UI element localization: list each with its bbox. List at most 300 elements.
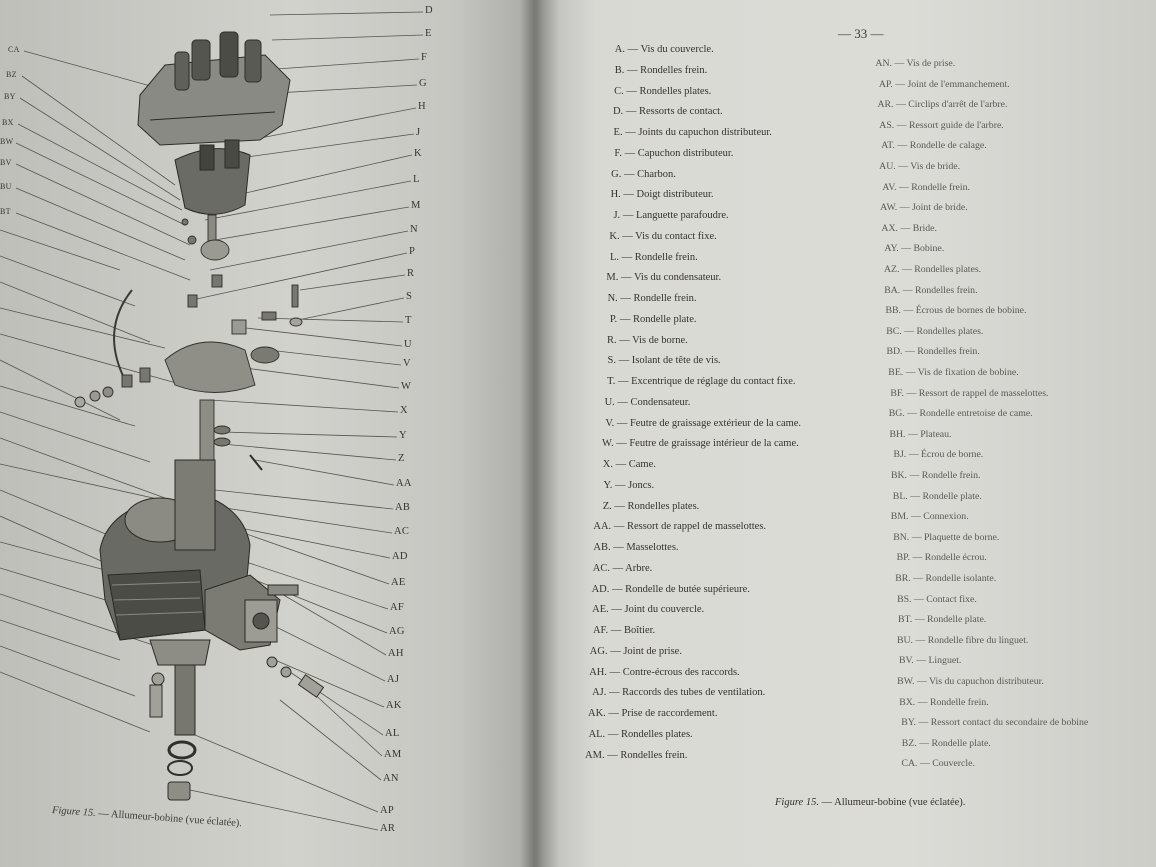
- diagram-label-aa: AA: [396, 478, 412, 489]
- legend-item: [858, 264, 982, 275]
- legend-text: Rondelle frein.: [634, 251, 698, 263]
- leader-line: [0, 646, 135, 696]
- legend-code: P.: [609, 313, 618, 325]
- legend-item: [861, 367, 1018, 378]
- diagram-label-by: BY: [4, 92, 16, 101]
- leader-line: [16, 213, 190, 280]
- leader-line: [0, 230, 120, 270]
- legend-item: [566, 687, 765, 698]
- diagram-label-v: V: [403, 358, 411, 369]
- legend-text: Ressorts de contact.: [638, 106, 723, 118]
- legend-text: Rondelles plates.: [916, 325, 984, 337]
- legend-item: [584, 86, 712, 97]
- diagram-label-l: L: [413, 174, 420, 185]
- legend-text: Ressort de rappel de masselottes.: [626, 521, 767, 533]
- leader-line: [280, 700, 381, 780]
- legend-item: [578, 293, 697, 304]
- leader-line: [195, 735, 378, 812]
- legend-dash: —: [895, 161, 911, 172]
- legend-item: [579, 252, 698, 263]
- legend-dash: —: [913, 634, 928, 646]
- legend-dash: —: [617, 313, 633, 325]
- legend-text: Rondelles plates.: [627, 500, 700, 512]
- legend-dash: —: [910, 552, 925, 564]
- legend-code: BF.: [890, 387, 904, 399]
- legend-dash: —: [894, 119, 909, 131]
- legend-item: [581, 189, 714, 200]
- legend-code: AM.: [585, 749, 605, 761]
- legend-text: Ressort guide de l'arbre.: [908, 119, 1004, 131]
- legend-dash: —: [908, 511, 924, 523]
- diagram-label-aj: AJ: [387, 674, 400, 685]
- legend-dash: —: [892, 58, 907, 69]
- legend-dash: —: [901, 305, 916, 317]
- leader-line: [222, 444, 396, 460]
- leader-line: [258, 318, 403, 322]
- legend-text: Plateau.: [920, 428, 952, 440]
- legend-text: Condensateur.: [630, 396, 691, 408]
- diagram-label-af: AF: [390, 602, 405, 613]
- legend-text: Joncs.: [628, 479, 655, 491]
- legend-code: R.: [606, 334, 617, 346]
- legend-text: Vis de prise.: [906, 58, 956, 69]
- legend-item: [874, 717, 1088, 728]
- legend-code: AC.: [592, 562, 610, 574]
- diagram-label-y: Y: [399, 430, 407, 441]
- legend-dash: —: [915, 696, 930, 708]
- leader-line: [310, 690, 382, 756]
- legend-dash: —: [911, 593, 927, 605]
- legend-item: [873, 676, 1044, 687]
- leader-line: [270, 12, 423, 15]
- legend-dash: —: [904, 387, 919, 399]
- legend-item: [869, 573, 996, 584]
- legend-code: BE.: [888, 367, 904, 378]
- legend-code: BJ.: [893, 449, 907, 461]
- legend-dash: —: [912, 614, 927, 626]
- legend-dash: —: [902, 346, 918, 358]
- legend-dash: —: [901, 325, 917, 337]
- distributor-cover-drawing: [138, 32, 290, 145]
- legend-text: Rondelle isolante.: [925, 573, 997, 584]
- legend-text: Rondelle frein.: [633, 293, 697, 304]
- diagram-label-z: Z: [398, 453, 405, 464]
- diagram-label-d: D: [425, 5, 433, 16]
- legend-item: [858, 285, 977, 296]
- legend-code: X.: [602, 459, 613, 470]
- legend-text: Isolant de tête de vis.: [631, 355, 721, 367]
- legend-item: [866, 491, 982, 502]
- legend-code: W.: [602, 438, 614, 450]
- leader-line: [215, 207, 409, 240]
- legend-item: [875, 738, 991, 749]
- legend-code: AJ.: [592, 687, 607, 699]
- legend-code: F.: [614, 147, 622, 159]
- legend-item: [577, 314, 696, 325]
- legend-item: [855, 202, 967, 213]
- legend-code: AP.: [878, 78, 893, 90]
- legend-item: [572, 501, 700, 512]
- legend-text: Circlips d'arrêt de l'arbre.: [908, 99, 1008, 111]
- legend-code: BC.: [886, 325, 902, 337]
- legend-dash: —: [606, 687, 623, 699]
- legend-text: Écrou de borne.: [920, 449, 984, 461]
- legend-text: Vis du condensateur.: [633, 272, 722, 284]
- legend-text: Vis de bride.: [910, 161, 961, 172]
- leader-line: [192, 253, 407, 300]
- legend-code: AF.: [592, 625, 609, 636]
- diagram-label-an: AN: [383, 773, 399, 784]
- legend-dash: —: [898, 222, 913, 234]
- legend-item: [865, 470, 980, 481]
- legend-item: [857, 243, 944, 254]
- leader-line: [0, 412, 150, 462]
- legend-text: Arbre.: [625, 562, 653, 574]
- legend-code: T.: [607, 376, 616, 387]
- legend-dash: —: [615, 376, 632, 387]
- legend-item: [575, 376, 795, 387]
- legend-item: [576, 355, 721, 366]
- legend-item: [578, 272, 721, 283]
- legend-code: AT.: [881, 140, 895, 152]
- legend-item: [870, 614, 986, 625]
- legend-code: AU.: [879, 161, 896, 172]
- legend-dash: —: [897, 202, 912, 214]
- leader-line: [16, 188, 185, 260]
- diagram-label-e: E: [425, 28, 432, 39]
- legend-item: [580, 231, 717, 242]
- legend-dash: —: [605, 728, 621, 740]
- legend-text: Vis de fixation de bobine.: [917, 367, 1019, 378]
- legend-code: AZ.: [883, 264, 900, 275]
- legend-item: [850, 58, 955, 69]
- diagram-label-al: AL: [385, 728, 400, 739]
- diagram-label-s: S: [406, 291, 413, 302]
- diagram-label-ad: AD: [392, 551, 408, 562]
- legend-text: Joint de prise.: [623, 645, 682, 657]
- legend-code: BR.: [895, 573, 911, 584]
- legend-item: [566, 708, 718, 719]
- legend-text: Vis du contact fixe.: [635, 230, 717, 242]
- legend-text: Rondelle de butée supérieure.: [625, 583, 750, 595]
- legend-dash: —: [899, 264, 915, 275]
- legend-dash: —: [608, 625, 624, 636]
- legend-dash: —: [898, 243, 914, 255]
- legend-item: [861, 346, 980, 357]
- legend-dash: —: [614, 396, 631, 408]
- diagram-label-ag: AG: [389, 626, 405, 637]
- leader-line: [222, 432, 397, 437]
- leader-line: [268, 350, 401, 365]
- leader-line: [275, 590, 386, 655]
- legend-text: Bride.: [912, 222, 937, 234]
- legend-dash: —: [914, 676, 930, 687]
- legend-item: [864, 449, 983, 460]
- legend-dash: —: [893, 99, 909, 111]
- diagram-label-j: J: [416, 127, 421, 138]
- legend-text: Vis du couvercle.: [640, 44, 714, 55]
- diagram-label-bv: BV: [0, 158, 12, 167]
- leader-line: [275, 660, 384, 707]
- legend-text: Joint de l'emmanchement.: [907, 78, 1010, 90]
- diagram-label-am: AM: [384, 749, 402, 760]
- leader-line: [0, 334, 180, 384]
- legend-code: BW.: [897, 676, 915, 687]
- legend-dash: —: [913, 655, 929, 667]
- legend-code: M.: [606, 272, 619, 284]
- legend-dash: —: [907, 470, 922, 481]
- legend-dash: —: [623, 85, 640, 97]
- legend-text: Rondelles plates.: [914, 264, 982, 275]
- legend-item: [571, 542, 679, 553]
- legend-text: Ressort contact du secondaire de bobine: [930, 717, 1089, 729]
- leader-line: [0, 308, 165, 348]
- legend-text: Rondelle plate.: [926, 614, 987, 626]
- legend-item: [568, 625, 655, 636]
- figure-caption-right: Figure 15. — Allumeur-bobine (vue éclatée).: [775, 797, 966, 808]
- legend-dash: —: [620, 189, 637, 201]
- legend-item: [572, 480, 654, 491]
- legend-text: Doigt distributeur.: [636, 189, 714, 201]
- leader-line: [235, 530, 389, 584]
- legend-text: Joints du capuchon distributeur.: [638, 127, 772, 138]
- diagram-label-n: N: [410, 224, 418, 235]
- legend-code: AV.: [882, 181, 897, 193]
- page-number: — 33 —: [838, 26, 884, 41]
- legend-dash: —: [621, 168, 638, 180]
- legend-item: [864, 429, 952, 440]
- leader-line: [210, 231, 408, 270]
- diagram-label-p: P: [409, 246, 416, 257]
- legend-dash: —: [619, 251, 635, 263]
- legend-dash: —: [617, 293, 634, 304]
- legend-dash: —: [892, 78, 908, 90]
- legend-dash: —: [905, 428, 921, 440]
- legend-item: [851, 79, 1010, 90]
- legend-dash: —: [611, 500, 628, 512]
- diagram-label-g: G: [419, 78, 427, 89]
- legend-item: [582, 148, 733, 159]
- leader-line: [0, 438, 165, 498]
- legend-item: [568, 646, 682, 657]
- legend-text: Rondelles plates.: [620, 728, 693, 740]
- legend-item: [573, 459, 656, 470]
- leader-line: [0, 386, 135, 426]
- diagram-label-bw: BW: [0, 137, 14, 146]
- legend-text: Rondelle de calage.: [909, 140, 987, 152]
- diagram-label-u: U: [404, 339, 412, 350]
- legend-code: V.: [605, 417, 615, 429]
- legend-text: Capuchon distributeur.: [637, 147, 734, 159]
- legend-dash: —: [904, 408, 920, 420]
- diagram-label-ah: AH: [388, 648, 404, 659]
- leader-line: [300, 275, 405, 290]
- leader-line: [262, 620, 385, 681]
- legend-code: AA.: [593, 521, 612, 533]
- legend-code: BK.: [890, 470, 907, 481]
- exploded-distributor-diagram: [0, 0, 535, 867]
- legend-item: [585, 44, 714, 55]
- legend-item: [868, 552, 987, 563]
- legend-code: AX.: [881, 222, 898, 234]
- leader-line: [262, 59, 419, 70]
- legend-item: [580, 210, 728, 221]
- legend-dash: —: [900, 284, 915, 296]
- diagram-label-t: T: [405, 315, 412, 326]
- diagram-label-ac: AC: [394, 526, 410, 537]
- legend-dash: —: [909, 531, 924, 543]
- legend-code: BH.: [889, 428, 906, 440]
- legend-item: [871, 635, 1028, 646]
- legend-dash: —: [609, 583, 626, 595]
- diagram-label-bt: BT: [0, 207, 11, 216]
- legend-dash: —: [616, 355, 632, 367]
- legend-item: [853, 140, 987, 151]
- small-parts-drawing: [75, 215, 302, 470]
- legend-text: Rondelles frein.: [917, 346, 980, 358]
- leader-line: [298, 298, 404, 320]
- legend-code: B.: [614, 64, 625, 76]
- legend-code: AH.: [589, 666, 607, 678]
- legend-item: [581, 169, 676, 180]
- legend-text: Rondelle frein.: [911, 181, 970, 193]
- legend-item: [569, 604, 704, 615]
- legend-dash: —: [916, 737, 932, 749]
- diagram-label-r: R: [407, 268, 415, 279]
- legend-text: Rondelle frein.: [921, 470, 981, 481]
- legend-text: Rondelles frein.: [640, 64, 708, 76]
- legend-code: Y.: [603, 479, 613, 491]
- legend-code: AN.: [875, 58, 892, 69]
- legend-code: Z.: [602, 500, 612, 512]
- legend-text: Linguet.: [928, 655, 962, 667]
- leader-line: [24, 51, 165, 90]
- legend-text: Joint du couvercle.: [624, 604, 705, 616]
- leader-line: [215, 490, 393, 509]
- leader-line: [210, 400, 398, 412]
- legend-text: Came.: [628, 459, 656, 470]
- legend-item: [571, 521, 766, 532]
- legend-text: Rondelle plate.: [931, 737, 991, 749]
- diagram-label-ar: AR: [380, 823, 396, 834]
- diagram-label-ab: AB: [395, 502, 411, 513]
- diagram-label-m: M: [411, 200, 421, 211]
- diagram-label-ak: AK: [386, 700, 402, 711]
- legend-code: BU.: [896, 634, 913, 646]
- diagram-label-bu: BU: [0, 182, 12, 191]
- leader-line: [16, 143, 185, 225]
- legend-code: AK.: [588, 708, 606, 719]
- legend-dash: —: [907, 490, 923, 502]
- legend-code: D.: [612, 106, 624, 118]
- diagram-label-bz: BZ: [6, 70, 17, 79]
- legend-code: E.: [613, 127, 623, 138]
- legend-item: [584, 65, 707, 76]
- legend-text: Rondelle frein.: [929, 696, 989, 708]
- legend-code: BG.: [888, 408, 905, 420]
- legend-code: BM.: [890, 511, 909, 523]
- distributor-cap-drawing: [175, 140, 250, 214]
- legend-code: AG.: [589, 645, 608, 657]
- legend-item: [873, 697, 988, 708]
- legend-text: Contact fixe.: [926, 593, 977, 605]
- leader-line: [0, 490, 120, 540]
- legend-item: [876, 758, 975, 769]
- legend-dash: —: [903, 367, 918, 378]
- diagram-label-ca: CA: [8, 45, 20, 54]
- legend-dash: —: [622, 147, 638, 159]
- legend-item: [583, 127, 772, 138]
- legend-code: AB.: [593, 542, 611, 553]
- legend-code: BX.: [899, 696, 916, 708]
- legend-code: N.: [607, 293, 618, 304]
- diagram-label-h: H: [418, 101, 426, 112]
- diagram-label-ap: AP: [380, 805, 395, 816]
- legend-dash: —: [610, 542, 627, 553]
- legend-text: Charbon.: [637, 168, 676, 180]
- legend-text: Contre-écrous des raccords.: [622, 666, 740, 678]
- legend-dash: —: [613, 438, 630, 450]
- legend-code: H.: [610, 189, 621, 201]
- legend-dash: —: [607, 666, 623, 678]
- legend-code: C.: [614, 85, 624, 97]
- legend-text: Excentrique de réglage du contact fixe.: [631, 376, 796, 387]
- legend-code: BY.: [901, 717, 916, 729]
- diagram-label-w: W: [401, 381, 412, 392]
- legend-code: J.: [613, 210, 621, 221]
- legend-text: Languette parafoudre.: [635, 210, 729, 221]
- legend-dash: —: [906, 449, 921, 461]
- legend-code: K.: [609, 230, 620, 242]
- leader-line: [0, 256, 135, 306]
- legend-code: L.: [609, 251, 619, 263]
- legend-code: U.: [604, 396, 615, 408]
- legend-code: BB.: [885, 305, 901, 317]
- legend-item: [870, 594, 977, 605]
- legend-text: Connexion.: [923, 511, 969, 523]
- legend-dash: —: [605, 708, 622, 719]
- legend-text: Rondelles frein.: [620, 749, 688, 761]
- legend-text: Rondelles plates.: [639, 85, 712, 97]
- legend-code: A.: [614, 44, 625, 55]
- leader-line: [16, 164, 190, 245]
- legend-dash: —: [610, 562, 626, 574]
- legend-code: BV.: [898, 655, 914, 667]
- legend-dash: —: [608, 604, 625, 616]
- leader-line: [255, 460, 394, 485]
- legend-dash: —: [613, 459, 629, 470]
- legend-text: Joint de bride.: [911, 202, 968, 214]
- legend-text: Boîtier.: [623, 625, 656, 636]
- legend-dash: —: [624, 64, 641, 76]
- legend-code: CA.: [901, 758, 918, 770]
- legend-item: [852, 99, 1008, 110]
- legend-code: AR.: [877, 99, 894, 111]
- legend-dash: —: [917, 758, 933, 770]
- legend-code: BL.: [892, 490, 908, 502]
- leader-line: [0, 360, 120, 420]
- legend-item: [854, 161, 960, 172]
- legend-code: BN.: [893, 531, 910, 543]
- legend-dash: —: [916, 717, 931, 729]
- legend-code: G.: [611, 168, 622, 180]
- legend-text: Feutre de graissage extérieur de la came.: [629, 417, 802, 429]
- legend-text: Masselottes.: [626, 542, 679, 553]
- legend-code: AY.: [884, 243, 899, 255]
- legend-dash: —: [895, 140, 910, 152]
- legend-item: [852, 120, 1004, 131]
- diagram-label-ae: AE: [391, 577, 406, 588]
